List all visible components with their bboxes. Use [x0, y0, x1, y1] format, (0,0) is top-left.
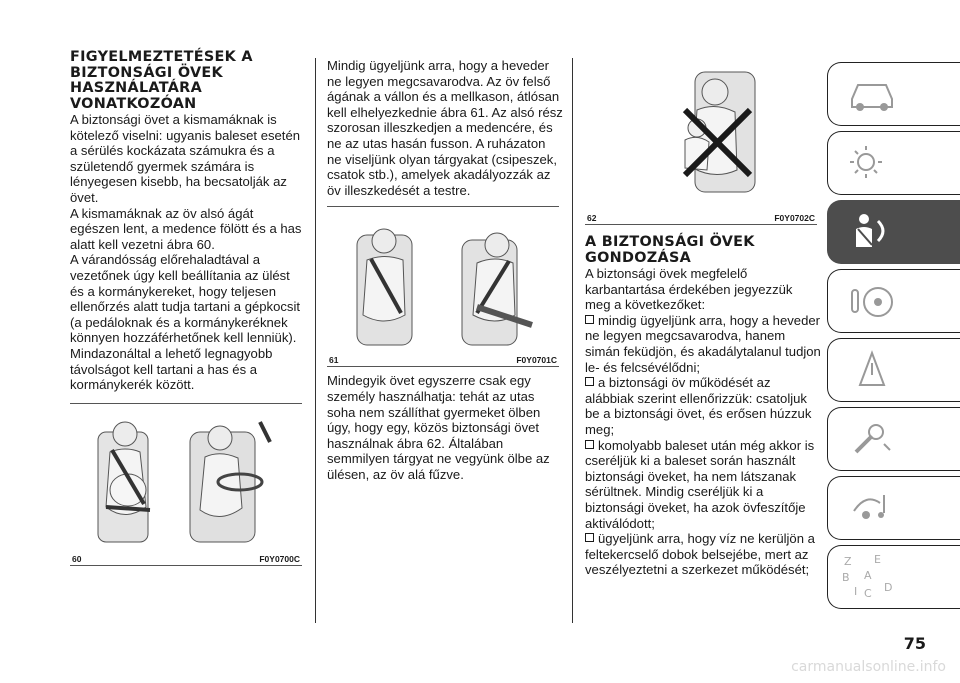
tab-index[interactable] [827, 545, 960, 609]
figure-number: 60 [72, 553, 82, 564]
list-item: a biztonsági öv működését az alábbiak szerint ellenőrizzük: csatoljuk be a biztonsági övet, és erősen húzzuk meg; [585, 375, 812, 437]
square-bullet-icon [585, 440, 594, 449]
column-3 [585, 50, 821, 578]
square-bullet-icon [585, 377, 594, 386]
two-occupants-seatbelt-illustration [327, 215, 559, 355]
tab-emergency[interactable] [827, 338, 960, 402]
svg-text:C: C [864, 587, 872, 600]
section-heading-care: A BIZTONSÁGI ÖVEK GONDOZÁSA [585, 234, 755, 266]
tab-maintenance[interactable] [827, 407, 960, 471]
svg-text:I: I [854, 585, 858, 598]
list-item: mindig ügyeljünk arra, hogy a heveder ne legyen megcsavarodva, hanem simán feküdjön, és akadálytalanul tudjon le- és felcsévélődni; [585, 312, 821, 375]
section-heading-warnings: FIGYELMEZTETÉSEK A BIZTONSÁGI ÖVEK HASZNÁLATÁRA VONATKOZÓAN [70, 49, 253, 112]
seatbelt-airbag-icon [846, 207, 898, 255]
warning-lights-icon [846, 138, 898, 186]
paragraph: A kismamáknak az öv alsó ágát egészen lent, a medence fölött és a has alatt kell vezetni ábra 60. [70, 205, 302, 252]
child-on-lap-prohibited-illustration [585, 50, 817, 210]
watermark: carmanualsonline.info [791, 659, 946, 675]
figure-60 [70, 403, 302, 566]
tab-start-drive[interactable] [827, 269, 960, 333]
paragraph: A várandósság előrehaladtával a vezetőnek úgy kell beállítania az ülést és a kormánykereket, hogy teljesen ellenőrzés alatt tudja tartani a gépkocsit (a pedáloknak és a kormánykeréknek könnyen hozzáférhetőnek kell lenniük). Mindazonáltal a lehető legnagyobb távolságot kell tartani a has és a kormánykerék között. [70, 252, 301, 393]
figure-number: 62 [587, 213, 597, 223]
figure-62 [585, 50, 817, 225]
figure-code: F0Y0702C [774, 213, 815, 223]
figure-code: F0Y0701C [516, 355, 557, 366]
key-steering-icon [846, 276, 898, 324]
paragraph: Mindig ügyeljünk arra, hogy a heveder ne legyen megcsavarodva. Az öv felső ágának a vállon és a mellkason, átlósan kell elhelyezkednie ábra 61. Az alsó rész szorosan illeszkedjen a medencére, és ne az utas hasán fusson. A ruházaton ne viseljünk olyan tárgyakat (csipeszek, csatok stb.), amelyek akadályozzák az öv illeszkedését a testre. [327, 58, 563, 198]
svg-text:E: E [874, 553, 881, 566]
svg-text:A: A [864, 569, 872, 582]
paragraph: A biztonsági övet a kismamáknak is kötelező viselni: ugyanis baleset esetén a sérülés kockázata számukra és a születendő gyermek számára is lényegesen kisebb, ha becsatolják az övet. [70, 112, 301, 205]
list-item: ügyeljünk arra, hogy víz ne kerüljön a feltekercselő dobok belsejébe, mert az veszélyeztetni a szerkezet működését; [585, 531, 815, 578]
tab-warning-lights[interactable] [827, 131, 960, 195]
car-icon [846, 69, 898, 117]
road-warning-icon [846, 345, 898, 393]
index-letters-icon [838, 551, 898, 601]
figure-code: F0Y0700C [259, 553, 300, 564]
page-number: 75 [903, 634, 926, 653]
svg-text:Z: Z [844, 555, 852, 568]
care-bullet-list [585, 313, 821, 578]
pregnant-woman-seatbelt-illustration [70, 412, 302, 552]
column-1 [70, 50, 306, 566]
wrench-service-icon [846, 414, 898, 462]
figure-61 [327, 206, 559, 367]
intro-paragraph: A biztonsági övek megfelelő karbantartása érdekében jegyezzük meg a következőket: [585, 266, 793, 313]
svg-text:D: D [884, 581, 893, 594]
square-bullet-icon [585, 315, 594, 324]
multimedia-icon [846, 483, 898, 531]
paragraph: Mindegyik övet egyszerre csak egy személy használhatja: tehát az utas soha nem szállíthat gyermeket ölben úgy, hogy egy, közös biztonsági övet használnak ábra 62. Általában semmilyen tárgyat ne vegyünk ölbe az ülésen, az öv alá fűzve. [327, 373, 550, 482]
square-bullet-icon [585, 533, 594, 542]
tab-multimedia[interactable] [827, 476, 960, 540]
figure-number: 61 [329, 355, 339, 366]
list-item: komolyabb baleset után még akkor is cseréljük ki a baleset során használt biztonsági öveket, ha nem látszanak sérültnek. Mindig cseréljük ki a biztonsági öveket, ha azok övfeszítője aktiválódott; [585, 437, 815, 531]
tab-safety[interactable] [827, 200, 960, 264]
column-2 [327, 58, 563, 483]
chapter-tabs [827, 62, 960, 614]
tab-car[interactable] [827, 62, 960, 126]
svg-text:B: B [842, 571, 850, 584]
